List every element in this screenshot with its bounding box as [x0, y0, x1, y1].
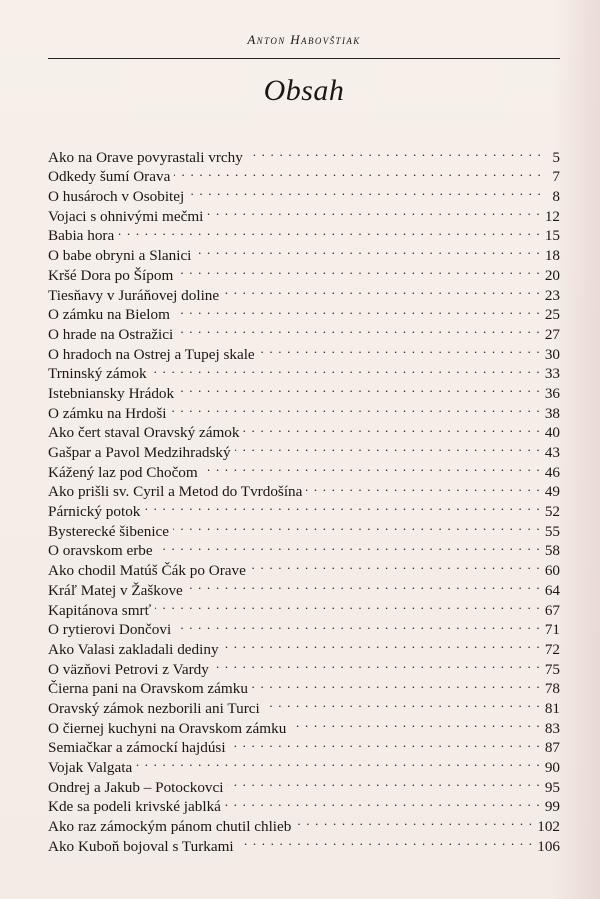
toc-entry-title: O zámku na Bielom [48, 306, 170, 324]
toc-entry-title: Istebniansky Hrádok [48, 384, 175, 402]
toc-entry-title: Ako raz zámockým pánom chutil chlieb [48, 818, 292, 836]
toc-entry [48, 142, 560, 166]
toc-entry-page: 18 [544, 247, 560, 265]
toc-entry-page: 20 [544, 266, 560, 284]
dot-leader [306, 477, 540, 497]
toc-entry-page: 49 [544, 483, 560, 501]
toc-entry-page: 64 [544, 581, 560, 599]
dot-leader [252, 674, 541, 694]
toc-entry-page: 67 [544, 601, 560, 619]
toc-entry-page: 78 [544, 680, 560, 698]
dot-leader [151, 359, 541, 379]
dot-leader [264, 693, 541, 713]
toc-entry-title: Semiačkar a zámockí hajdúsi [48, 739, 226, 757]
toc-entry-page: 5 [552, 148, 560, 166]
dot-leader [238, 831, 534, 851]
dot-leader [223, 280, 541, 300]
toc-entry-page: 58 [544, 542, 560, 560]
dot-leader [202, 457, 541, 477]
dot-leader [225, 792, 541, 812]
dot-leader [259, 339, 541, 359]
toc-entry-title: Kráľ Matej v Žaškove [48, 581, 183, 599]
dot-leader [155, 595, 541, 615]
toc-entry-title: Vojak Valgata [48, 759, 133, 776]
toc-entry-page: 12 [544, 207, 560, 225]
dot-leader [223, 634, 541, 654]
toc-entry-page: 15 [544, 227, 560, 245]
toc-entry-title: Bysterecké šibenice [48, 522, 170, 540]
page-title: Obsah [263, 74, 345, 107]
dot-leader [243, 418, 540, 438]
dot-leader [207, 201, 540, 221]
toc-entry-title: Babia hora [48, 227, 115, 245]
dot-leader [136, 752, 541, 772]
toc-entry-title: O rytierovi Dončovi [48, 621, 172, 639]
dot-leader [178, 378, 541, 398]
toc-entry-page: 33 [544, 365, 560, 383]
toc-entry-page: 55 [544, 522, 560, 540]
toc-entry-title: Ondrej a Jakub – Potockovci [48, 778, 224, 796]
toc-entry-title: Kážený laz pod Chočom [48, 463, 198, 481]
toc-entry-page: 72 [544, 640, 560, 658]
dot-leader [188, 181, 542, 201]
dot-leader [118, 221, 541, 241]
toc-entry-page: 71 [544, 621, 560, 639]
toc-entry-title: O hradoch na Ostrej a Tupej skale [48, 345, 255, 363]
toc-entry-page: 25 [544, 306, 560, 324]
toc-entry-page: 81 [544, 699, 560, 717]
dot-leader [195, 240, 540, 260]
toc-entry-page: 36 [544, 384, 560, 402]
dot-leader [247, 142, 542, 162]
running-header [48, 28, 560, 59]
toc-entry-page: 7 [552, 168, 560, 186]
toc-entry-title: Vojaci s ohnivými mečmi [48, 207, 204, 225]
dot-leader [175, 615, 541, 635]
toc-entry-page: 38 [544, 404, 560, 422]
toc-entry-page: 60 [544, 562, 560, 580]
toc-entry-page: 30 [544, 345, 560, 363]
toc-entry-title: Ako prišli sv. Cyril a Metod do Tvrdošína [48, 483, 303, 501]
toc-entry-page: 83 [544, 719, 560, 737]
dot-leader [295, 811, 533, 831]
toc-entry-title: O zámku na Hrdoši [48, 404, 167, 422]
toc-entry [48, 221, 560, 245]
toc-entry-title: Kršé Dora po Šípom [48, 266, 174, 284]
toc-entry-title: O babe obryni a Slanici [48, 247, 192, 265]
dot-leader [235, 437, 541, 457]
toc-entry-title: Kde sa podeli krivské jablká [48, 798, 221, 816]
toc-entry-title: O čiernej kuchyni na Oravskom zámku [48, 719, 287, 737]
dot-leader [227, 772, 540, 792]
toc-entry-page: 46 [544, 463, 560, 481]
table-of-contents [48, 142, 560, 855]
dot-leader [250, 555, 541, 575]
dot-leader [290, 713, 541, 733]
toc-entry-page: 8 [552, 188, 560, 206]
toc-entry-title: O oravskom erbe [48, 542, 153, 560]
toc-entry-page: 87 [544, 739, 560, 757]
toc-entry-page: 95 [544, 778, 560, 796]
toc-entry-title: Ako čert staval Oravský zámok [48, 424, 240, 442]
dot-leader [171, 398, 541, 418]
toc-entry-title: Gašpar a Pavol Medzihradský [48, 444, 231, 461]
toc-entry-title: Ako chodil Matúš Čák po Orave [48, 562, 246, 580]
dot-leader [144, 496, 540, 516]
toc-entry-page: 99 [544, 798, 560, 816]
toc-entry-title: Odkedy šumí Orava [48, 168, 171, 186]
toc-entry-title: Párnický potok [48, 503, 141, 521]
toc-entry-page: 27 [544, 325, 560, 343]
toc-entry [48, 240, 560, 265]
dot-leader [230, 733, 541, 753]
dot-leader [213, 654, 541, 674]
dot-leader [174, 162, 542, 182]
toc-entry-page: 90 [544, 759, 560, 776]
dot-leader [177, 260, 541, 280]
dot-leader [157, 536, 541, 556]
toc-entry-title: Trninský zámok [48, 365, 147, 383]
toc-entry-page: 52 [544, 503, 560, 521]
toc-entry-page: 75 [544, 660, 560, 678]
toc-entry-title: Tiesňavy v Juráňovej doline [48, 286, 220, 304]
toc-entry-title: O husároch v Osobitej [48, 188, 185, 206]
dot-leader [177, 319, 541, 339]
toc-entry-page: 102 [537, 818, 560, 836]
dot-leader [173, 516, 541, 536]
toc-entry-page: 23 [544, 286, 560, 304]
toc-entry-title: O väzňovi Petrovi z Vardy [48, 660, 209, 678]
toc-entry-title: Čierna pani na Oravskom zámku [48, 680, 248, 698]
toc-entry-title: Ako Kuboň bojoval s Turkami [48, 837, 234, 855]
dot-leader [174, 300, 541, 320]
toc-entry-title: Ako na Orave povyrastali vrchy [48, 148, 243, 166]
running-header-title: Anton Habovštiak [247, 32, 361, 47]
toc-entry-title: Ako Valasi zakladali dediny [48, 640, 219, 658]
toc-entry-title: Oravský zámok nezborili ani Turci [48, 699, 260, 717]
toc-entry-page: 40 [544, 424, 560, 442]
toc-entry-title: Kapitánova smrť [48, 601, 152, 619]
toc-entry-page: 106 [537, 837, 560, 855]
dot-leader [187, 575, 541, 595]
toc-entry-page: 43 [544, 444, 560, 461]
toc-entry-title: O hrade na Ostražici [48, 325, 174, 343]
